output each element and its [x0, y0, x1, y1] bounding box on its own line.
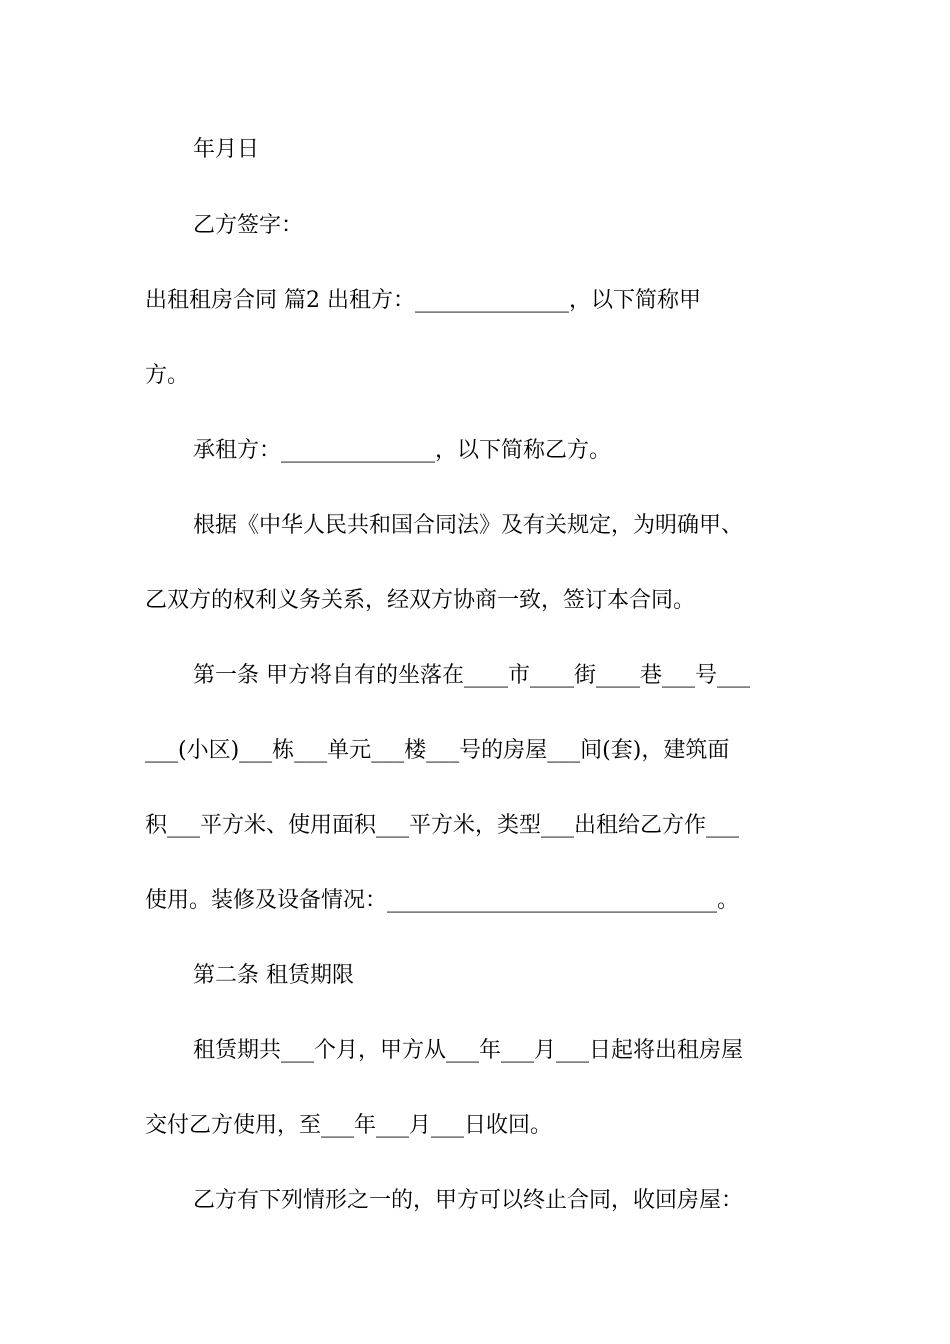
paragraph-line: 使用。装修及设备情况：______________________________。	[145, 888, 740, 913]
article-one-line: 第一条 甲方将自有的坐落在____市____街____巷___号___	[193, 663, 750, 688]
paragraph-line: 积___平方米、使用面积___平方米，类型___出租给乙方作___	[145, 813, 740, 838]
paragraph-line: 租赁期共___个月，甲方从___年___月___日起将出租房屋	[193, 1038, 744, 1063]
paragraph-line: 乙方有下列情形之一的，甲方可以终止合同，收回房屋：	[193, 1188, 744, 1213]
party-b-signature-line: 乙方签字：	[193, 213, 304, 238]
paragraph-line: 交付乙方使用，至___年___月___日收回。	[145, 1113, 553, 1138]
paragraph-line: 乙双方的权利义务关系，经双方协商一致，签订本合同。	[145, 588, 696, 613]
paragraph-line: 根据《中华人民共和国合同法》及有关规定，为明确甲、	[193, 513, 744, 538]
date-line: 年月日	[193, 137, 260, 162]
lessee-line: 承租方：______________，以下简称乙方。	[193, 438, 612, 463]
paragraph-line: ___(小区)___栋___单元___楼___号的房屋___间(套)，建筑面	[145, 738, 730, 763]
paragraph-line: 方。	[145, 363, 190, 388]
article-two-heading: 第二条 租赁期限	[193, 963, 354, 988]
contract-heading-line: 出租租房合同 篇2 出租方：______________，以下简称甲	[145, 288, 701, 313]
